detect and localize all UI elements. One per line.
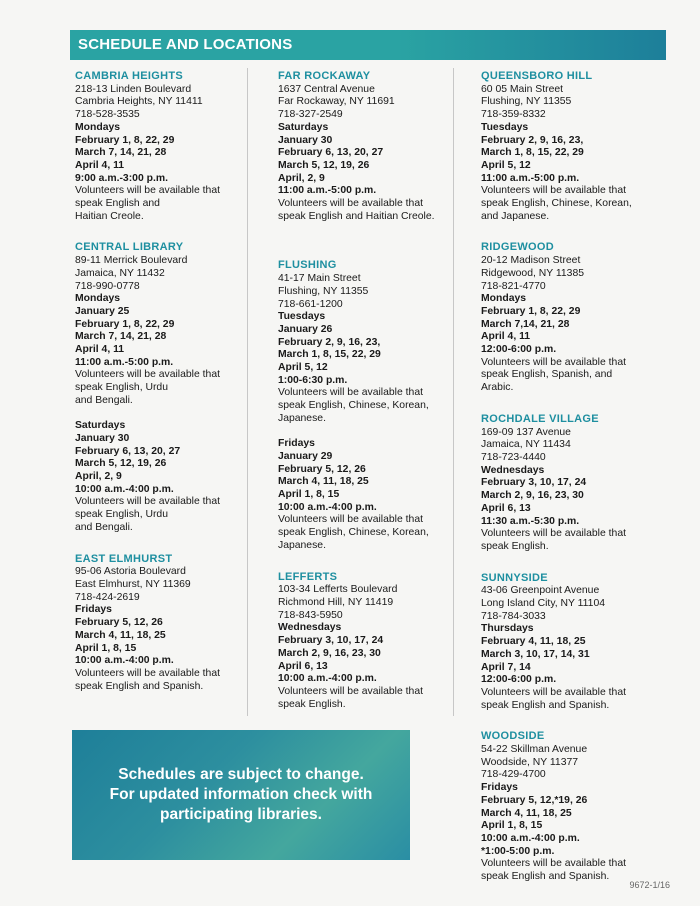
info-line: 718-723-4440 [481,451,546,463]
info-line: speak English and [75,198,160,210]
schedule-line: 12:00-6:00 p.m. [481,344,557,356]
schedule-line: February 3, 10, 17, 24 [278,635,384,647]
schedule-line: April, 2, 9 [278,172,325,184]
location-name: ROCHDALE VILLAGE [481,412,599,425]
schedule-line: *1:00-5:00 p.m. [481,845,555,857]
schedule-line: 11:00 a.m.-5:00 p.m. [75,356,174,368]
info-line: speak English, Urdu [75,509,168,521]
schedule-line: Wednesdays [481,464,545,476]
schedule-line: March 4, 11, 18, 25 [481,807,572,819]
schedule-line: 12:00-6:00 p.m. [481,674,557,686]
schedule-line: January 26 [278,323,333,335]
schedule-line: April 6, 13 [481,502,531,514]
location-name: QUEENSBORO HILL [481,70,593,82]
schedule-line: January 25 [75,305,130,317]
schedule-line: March 5, 12, 19, 26 [75,458,167,470]
schedule-line: February 3, 10, 17, 24 [481,477,587,489]
info-line: Volunteers will be available that [481,356,626,368]
info-line: speak English, Chinese, Korean, [481,198,632,210]
info-line: Far Rockaway, NY 11691 [278,96,395,108]
schedule-line: Tuesdays [278,311,326,323]
schedule-line: Fridays [75,604,112,616]
schedule-line: April 7, 14 [481,661,531,673]
schedule-line: February 2, 9, 16, 23, [481,134,584,146]
schedule-line: January 29 [278,450,333,462]
info-line: Richmond Hill, NY 11419 [278,597,394,608]
info-line [75,408,265,421]
info-line: Ridgewood, NY 11385 [481,267,585,279]
location-name: SUNNYSIDE [481,571,548,584]
schedule-line: 10:00 a.m.-4:00 p.m. [278,673,377,685]
info-line: and Bengali. [75,521,133,533]
schedule-line: March 2, 9, 16, 23, 30 [481,490,584,502]
info-line: Volunteers will be available that [75,185,220,197]
schedule-line: April 5, 12 [481,159,531,171]
info-line: Jamaica, NY 11434 [481,439,571,451]
info-line: speak English, Urdu [75,382,168,394]
info-line: speak English and Spanish. [481,699,610,711]
info-line: Volunteers will be available that [75,369,220,381]
schedule-line: April, 2, 9 [75,471,122,483]
callout-line: For updated information check with [109,786,373,803]
info-line: 718-821-4770 [481,280,546,292]
callout-line: participating libraries. [160,806,322,823]
location-block [481,241,671,394]
schedule-line: February 1, 8, 22, 29 [481,305,581,317]
location-name: EAST ELMHURST [75,552,173,565]
schedule-line: Thursdays [481,623,534,635]
location-name: WOODSIDE [481,730,545,743]
info-line: Volunteers will be available that [481,686,626,698]
info-line: and Japanese. [481,210,550,222]
info-line: 718-429-4700 [481,769,546,781]
schedule-line: 11:00 a.m.-5:00 p.m. [481,172,580,184]
info-line: Arabic. [481,382,514,394]
banner-title: SCHEDULE AND LOCATIONS [78,36,293,53]
schedule-line: March 1, 8, 15, 22, 29 [278,349,381,361]
schedule-line: 11:00 a.m.-5:00 p.m. [278,185,377,197]
info-line: Flushing, NY 11355 [278,285,369,297]
info-line: 95-06 Astoria Boulevard [75,566,186,578]
location-block [481,413,671,554]
info-line: speak English and Haitian Creole. [278,210,435,222]
info-line: Woodside, NY 11377 [481,756,579,768]
location-name: RIDGEWOOD [481,241,554,254]
info-line: 718-661-1200 [278,298,343,310]
schedule-line: February 5, 12, 26 [278,463,366,475]
info-line: Japanese. [278,412,326,424]
info-line: 43-06 Greenpoint Avenue [481,585,600,597]
schedule-line: 10:00 a.m.-4:00 p.m. [278,501,377,513]
info-line: speak English, Spanish, and [481,369,613,381]
schedule-line: Wednesdays [278,622,342,634]
schedule-line: Tuesdays [481,121,529,133]
info-line: speak English, Chinese, Korean, [278,527,429,539]
info-line: Volunteers will be available that [481,858,626,870]
schedule-line: February 5, 12, 26 [75,617,163,629]
schedule-line: March 4, 11, 18, 25 [75,629,166,641]
info-line: speak English. [481,540,549,552]
info-line: Volunteers will be available that [75,496,220,508]
schedule-column-1 [75,70,265,693]
schedule-line: April 4, 11 [75,159,125,171]
info-line: 718-359-8332 [481,109,546,121]
location-block [75,70,265,223]
info-line: speak English and Spanish. [75,680,204,692]
schedule-line: March 4, 11, 18, 25 [278,476,369,488]
info-line: 60 05 Main Street [481,83,564,95]
schedule-line: April 4, 11 [75,344,125,356]
info-line: Japanese. [278,539,326,551]
info-line: 218-13 Linden Boulevard [75,83,192,95]
location-block [278,70,468,223]
schedule-line: February 6, 13, 20, 27 [75,445,181,457]
info-line: Cambria Heights, NY 11411 [75,96,203,108]
location-name: CAMBRIA HEIGHTS [75,70,183,82]
schedule-line: 10:00 a.m.-4:00 p.m. [75,483,174,495]
schedule-line: Saturdays [278,121,329,133]
schedule-line: 10:00 a.m.-4:00 p.m. [481,832,580,844]
info-line: 718-528-3535 [75,109,140,121]
schedule-line: Mondays [75,121,121,133]
info-line: 718-424-2619 [75,591,140,603]
schedule-line: February 6, 13, 20, 27 [278,147,384,159]
info-line: Volunteers will be available that [278,685,423,697]
schedule-line: April 5, 12 [278,362,328,374]
schedule-line: March 3, 10, 17, 14, 31 [481,648,590,660]
info-line: Volunteers will be available that [278,387,423,399]
location-block [278,571,468,712]
schedule-column-2 [278,70,468,711]
info-line [278,426,468,439]
schedule-line: April 6, 13 [278,660,328,672]
schedule-line: April 4, 11 [481,331,531,343]
schedule-line: January 30 [278,134,333,146]
callout-line: Schedules are subject to change. [118,766,364,783]
location-block [75,553,265,694]
schedule-line: April 1, 8, 15 [278,489,340,501]
schedule-line: April 1, 8, 15 [481,820,543,832]
info-line: Volunteers will be available that [481,185,626,197]
info-line: 1637 Central Avenue [278,83,375,95]
info-line: and Bengali. [75,394,133,406]
schedule-line: Mondays [481,293,527,305]
schedule-line: 10:00 a.m.-4:00 p.m. [75,655,174,667]
schedule-line: Fridays [278,438,315,450]
info-line: speak English, Chinese, Korean, [278,400,429,412]
info-line: 20-12 Madison Street [481,255,581,267]
schedule-line: March 7, 14, 21, 28 [75,147,167,159]
schedule-line: March 1, 8, 15, 22, 29 [481,147,584,159]
info-line: 169-09 137 Avenue [481,426,571,438]
notice-callout [72,730,410,860]
location-name: CENTRAL LIBRARY [75,241,184,254]
location-block [481,572,671,713]
info-line: Long Island City, NY 11104 [481,598,605,610]
info-line: 54-22 Skillman Avenue [481,744,588,756]
schedule-line: February 1, 8, 22, 29 [75,318,175,330]
info-line: 103-34 Lefferts Boulevard [278,584,398,596]
info-line: Volunteers will be available that [75,667,220,679]
info-line: Haitian Creole. [75,210,144,222]
location-block [278,259,468,552]
schedule-line: 11:30 a.m.-5:30 p.m. [481,515,580,527]
info-line: 41-17 Main Street [278,273,361,285]
info-line: Jamaica, NY 11432 [75,267,165,279]
schedule-line: Saturdays [75,420,126,432]
info-line: 718-843-5950 [278,609,343,621]
location-name: LEFFERTS [278,570,338,583]
info-line: Volunteers will be available that [278,514,423,526]
info-line: 89-11 Merrick Boulevard [75,255,188,267]
info-line: 718-990-0778 [75,280,140,292]
info-line: East Elmhurst, NY 11369 [75,579,191,590]
info-line: Volunteers will be available that [481,528,626,540]
info-line: Flushing, NY 11355 [481,96,572,108]
location-name: FLUSHING [278,259,337,272]
info-line: speak English and Spanish. [481,871,610,883]
schedule-line: April 1, 8, 15 [75,642,137,654]
schedule-line: March 2, 9, 16, 23, 30 [278,647,381,659]
section-banner [70,30,666,60]
schedule-line: March 7,14, 21, 28 [481,318,570,330]
info-line: Volunteers will be available that [278,198,423,210]
schedule-line: 9:00 a.m.-3:00 p.m. [75,172,168,184]
schedule-line: January 30 [75,432,130,444]
schedule-line: 1:00-6:30 p.m. [278,374,348,386]
location-block [75,241,265,534]
schedule-line: February 1, 8, 22, 29 [75,134,175,146]
info-line: speak English. [278,698,346,710]
schedule-line: Mondays [75,293,121,305]
schedule-line: Fridays [481,782,518,794]
schedule-line: February 2, 9, 16, 23, [278,336,381,348]
location-block [481,70,671,223]
schedule-line: February 5, 12,*19, 26 [481,794,588,806]
schedule-line: March 5, 12, 19, 26 [278,159,370,171]
location-block [481,730,671,883]
info-line: 718-327-2549 [278,109,343,121]
schedule-line: February 4, 11, 18, 25 [481,636,586,648]
schedule-line: March 7, 14, 21, 28 [75,331,167,343]
schedule-column-3 [481,70,671,884]
location-name: FAR ROCKAWAY [278,70,371,82]
info-line: 718-784-3033 [481,610,546,622]
document-code: 9672-1/16 [629,880,670,890]
